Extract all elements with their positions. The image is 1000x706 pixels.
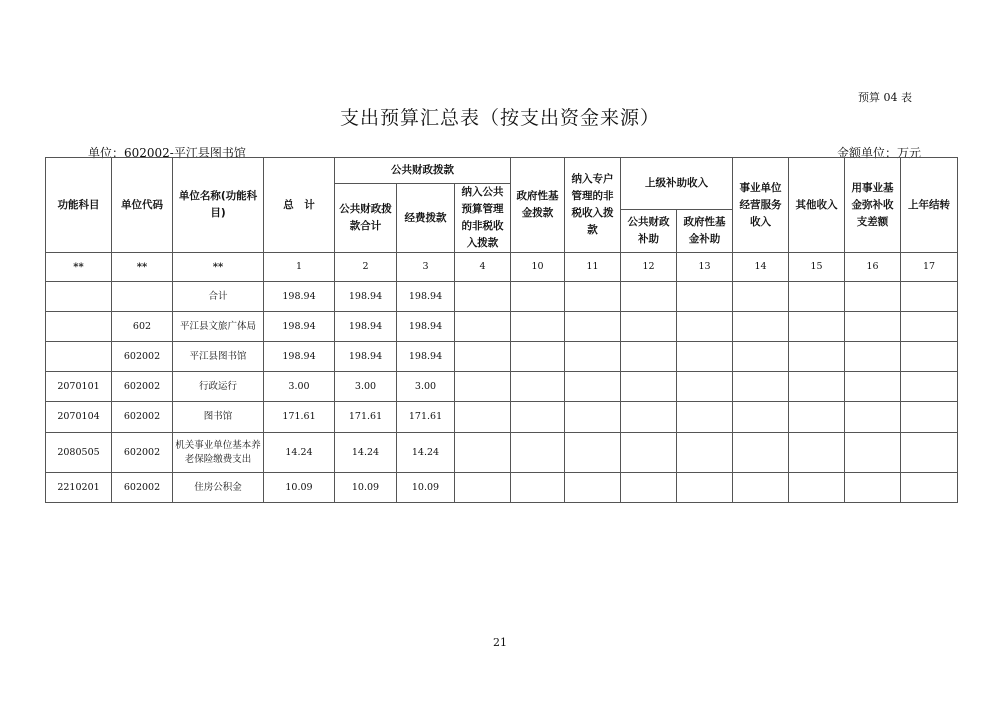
func-cell: 2070101	[46, 372, 112, 402]
empty-cell	[621, 433, 677, 473]
pf-total-cell: 14.24	[335, 433, 397, 473]
empty-cell	[789, 372, 845, 402]
empty-cell	[789, 342, 845, 372]
header-gov-fund: 政府性基金拨款	[511, 158, 565, 253]
header-business-income: 事业单位经营服务收入	[733, 158, 789, 253]
empty-cell	[789, 312, 845, 342]
empty-cell	[565, 342, 621, 372]
empty-cell	[789, 282, 845, 312]
name-cell: 住房公积金	[173, 473, 264, 503]
empty-cell	[511, 473, 565, 503]
index-cell: 4	[455, 253, 511, 282]
func-cell: 2080505	[46, 433, 112, 473]
empty-cell	[511, 372, 565, 402]
header-func-subject: 功能科目	[46, 158, 112, 253]
empty-cell	[733, 312, 789, 342]
pf-total-cell: 198.94	[335, 312, 397, 342]
header-public-finance-total: 公共财政拨款合计	[335, 184, 397, 253]
index-cell: 14	[733, 253, 789, 282]
code-cell: 602002	[112, 402, 173, 433]
empty-cell	[845, 342, 901, 372]
empty-cell	[845, 312, 901, 342]
table-row	[46, 433, 958, 473]
funding-cell: 3.00	[397, 372, 455, 402]
empty-cell	[733, 342, 789, 372]
empty-cell	[455, 473, 511, 503]
empty-cell	[733, 282, 789, 312]
index-cell: 11	[565, 253, 621, 282]
code-cell: 602002	[112, 342, 173, 372]
empty-cell	[901, 473, 958, 503]
index-cell: 10	[511, 253, 565, 282]
header-other-income: 其他收入	[789, 158, 845, 253]
index-cell: 17	[901, 253, 958, 282]
empty-cell	[621, 342, 677, 372]
empty-cell	[845, 433, 901, 473]
index-cell: **	[46, 253, 112, 282]
code-cell: 602002	[112, 473, 173, 503]
empty-cell	[511, 342, 565, 372]
empty-cell	[845, 372, 901, 402]
empty-cell	[901, 282, 958, 312]
total-cell: 198.94	[264, 312, 335, 342]
name-cell: 合计	[173, 282, 264, 312]
func-cell	[46, 282, 112, 312]
empty-cell	[621, 282, 677, 312]
empty-cell	[901, 312, 958, 342]
index-cell: **	[112, 253, 173, 282]
empty-cell	[789, 433, 845, 473]
name-cell: 平江县图书馆	[173, 342, 264, 372]
empty-cell	[565, 312, 621, 342]
empty-cell	[511, 312, 565, 342]
table-row	[46, 402, 958, 433]
empty-cell	[845, 473, 901, 503]
empty-cell	[901, 372, 958, 402]
header-row-1	[46, 158, 958, 184]
index-cell: 1	[264, 253, 335, 282]
empty-cell	[565, 372, 621, 402]
empty-cell	[621, 312, 677, 342]
code-cell: 602	[112, 312, 173, 342]
code-cell: 602002	[112, 372, 173, 402]
header-unit-name: 单位名称(功能科目)	[173, 158, 264, 253]
empty-cell	[677, 372, 733, 402]
index-cell: 3	[397, 253, 455, 282]
header-funding: 经费拨款	[397, 184, 455, 253]
table-row	[46, 312, 958, 342]
page-number: 21	[493, 636, 507, 649]
form-number: 预算 04 表	[858, 91, 912, 104]
empty-cell	[677, 312, 733, 342]
code-cell: 602002	[112, 433, 173, 473]
pf-total-cell: 3.00	[335, 372, 397, 402]
empty-cell	[511, 433, 565, 473]
empty-cell	[565, 473, 621, 503]
empty-cell	[455, 312, 511, 342]
index-cell: 13	[677, 253, 733, 282]
empty-cell	[845, 282, 901, 312]
total-cell: 198.94	[264, 342, 335, 372]
empty-cell	[677, 473, 733, 503]
header-superior-subsidy: 上级补助收入	[621, 158, 733, 210]
empty-cell	[621, 402, 677, 433]
empty-cell	[455, 372, 511, 402]
name-cell: 行政运行	[173, 372, 264, 402]
index-cell: 2	[335, 253, 397, 282]
empty-cell	[733, 473, 789, 503]
empty-cell	[733, 433, 789, 473]
code-cell	[112, 282, 173, 312]
header-unit-code: 单位代码	[112, 158, 173, 253]
empty-cell	[455, 342, 511, 372]
page-title: 支出预算汇总表（按支出资金来源）	[339, 107, 660, 129]
empty-cell	[621, 473, 677, 503]
total-cell: 198.94	[264, 282, 335, 312]
empty-cell	[677, 282, 733, 312]
funding-cell: 171.61	[397, 402, 455, 433]
pf-total-cell: 198.94	[335, 342, 397, 372]
empty-cell	[565, 433, 621, 473]
empty-cell	[677, 433, 733, 473]
pf-total-cell: 198.94	[335, 282, 397, 312]
empty-cell	[511, 402, 565, 433]
total-cell: 171.61	[264, 402, 335, 433]
func-cell: 2070104	[46, 402, 112, 433]
header-last-year-carryover: 上年结转	[901, 158, 958, 253]
unit-label: 单位：602002-平江县图书馆	[88, 146, 246, 160]
empty-cell	[455, 282, 511, 312]
pf-total-cell: 10.09	[335, 473, 397, 503]
index-cell: 12	[621, 253, 677, 282]
table-row	[46, 473, 958, 503]
empty-cell	[901, 342, 958, 372]
empty-cell	[455, 402, 511, 433]
empty-cell	[677, 402, 733, 433]
funding-cell: 14.24	[397, 433, 455, 473]
header-public-finance-subsidy: 公共财政补助	[621, 209, 677, 252]
header-fund-balance: 用事业基金弥补收支差额	[845, 158, 901, 253]
empty-cell	[733, 402, 789, 433]
funding-cell: 198.94	[397, 282, 455, 312]
header-total: 总 计	[264, 158, 335, 253]
header-nontax-public-budget: 纳入公共预算管理的非税收入拨款	[455, 184, 511, 253]
empty-cell	[789, 473, 845, 503]
empty-cell	[901, 402, 958, 433]
index-cell: 16	[845, 253, 901, 282]
empty-cell	[901, 433, 958, 473]
func-cell: 2210201	[46, 473, 112, 503]
budget-table	[45, 157, 958, 503]
header-gov-fund-subsidy: 政府性基金补助	[677, 209, 733, 252]
funding-cell: 10.09	[397, 473, 455, 503]
total-cell: 10.09	[264, 473, 335, 503]
empty-cell	[789, 402, 845, 433]
empty-cell	[733, 372, 789, 402]
header-nontax-special: 纳入专户管理的非税收入拨款	[565, 158, 621, 253]
empty-cell	[565, 282, 621, 312]
header-public-finance: 公共财政拨款	[335, 158, 511, 184]
empty-cell	[455, 433, 511, 473]
index-cell: **	[173, 253, 264, 282]
table-row	[46, 372, 958, 402]
func-cell	[46, 312, 112, 342]
func-cell	[46, 342, 112, 372]
index-cell: 15	[789, 253, 845, 282]
table-row	[46, 282, 958, 312]
empty-cell	[677, 342, 733, 372]
total-cell: 14.24	[264, 433, 335, 473]
empty-cell	[845, 402, 901, 433]
total-cell: 3.00	[264, 372, 335, 402]
empty-cell	[565, 402, 621, 433]
index-row	[46, 253, 958, 282]
name-cell: 图书馆	[173, 402, 264, 433]
table-row	[46, 342, 958, 372]
funding-cell: 198.94	[397, 312, 455, 342]
empty-cell	[621, 372, 677, 402]
name-cell: 平江县文旅广体局	[173, 312, 264, 342]
empty-cell	[511, 282, 565, 312]
funding-cell: 198.94	[397, 342, 455, 372]
name-cell: 机关事业单位基本养老保险缴费支出	[173, 433, 264, 473]
money-unit-label: 金额单位：万元	[837, 146, 922, 160]
pf-total-cell: 171.61	[335, 402, 397, 433]
